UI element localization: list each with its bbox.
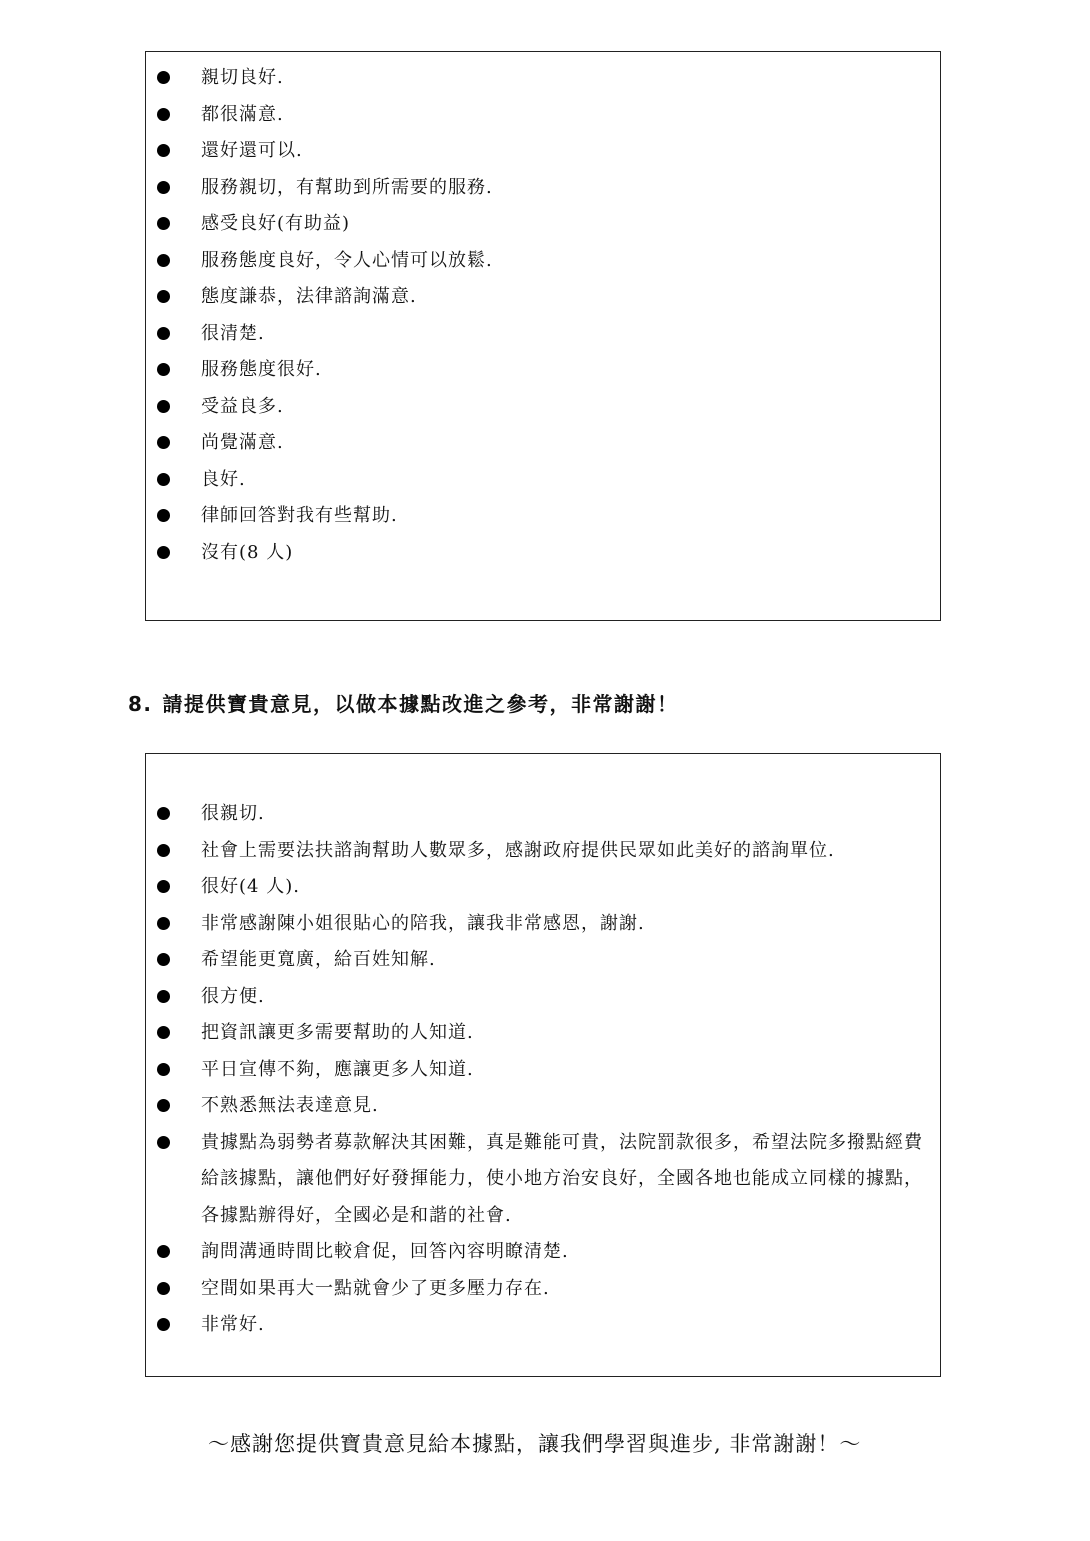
bullet-icon <box>157 290 170 303</box>
list-item: 希望能更寬廣，給百姓知解. <box>146 942 940 979</box>
bullet-icon <box>157 990 170 1003</box>
bullet-icon <box>157 71 170 84</box>
list-item: 服務態度很好. <box>146 352 940 389</box>
list-item: 尚覺滿意. <box>146 425 940 462</box>
bullet-icon <box>157 1026 170 1039</box>
list-item: 不熟悉無法表達意見. <box>146 1088 940 1125</box>
feedback-box-previous <box>145 51 941 621</box>
bullet-icon <box>157 844 170 857</box>
list-item: 律師回答對我有些幫助. <box>146 498 940 535</box>
question-number: 8. <box>128 692 153 716</box>
list-item: 服務親切，有幫助到所需要的服務. <box>146 170 940 207</box>
list-item: 還好還可以. <box>146 133 940 170</box>
list-item: 很親切. <box>146 796 940 833</box>
list-item: 非常好. <box>146 1307 940 1344</box>
list-item: 態度謙恭，法律諮詢滿意. <box>146 279 940 316</box>
list-item: 都很滿意. <box>146 97 940 134</box>
response-list <box>146 60 940 571</box>
bullet-icon <box>157 1063 170 1076</box>
list-item: 很好(4 人). <box>146 869 940 906</box>
bullet-icon <box>157 473 170 486</box>
list-item: 詢問溝通時間比較倉促，回答內容明瞭清楚. <box>146 1234 940 1271</box>
bullet-icon <box>157 880 170 893</box>
bullet-icon <box>157 953 170 966</box>
question-heading <box>128 688 679 717</box>
bullet-icon <box>157 436 170 449</box>
bullet-icon <box>157 917 170 930</box>
list-item: 沒有(8 人) <box>146 535 940 572</box>
list-item: 貴據點為弱勢者募款解決其困難，真是難能可貴，法院罰款很多，希望法院多撥點經費給該據點，讓他們好好發揮能力，使小地方治安良好，全國各地也能成立同樣的據點，各據點辦得好，全國必是和諧的社會. <box>146 1125 940 1235</box>
bullet-icon <box>157 144 170 157</box>
feedback-box-suggestions <box>145 753 941 1377</box>
list-item: 親切良好. <box>146 60 940 97</box>
bullet-icon <box>157 1136 170 1149</box>
bullet-icon <box>157 1245 170 1258</box>
bullet-icon <box>157 509 170 522</box>
closing-message: ～感謝您提供寶貴意見給本據點，讓我們學習與進步, 非常謝謝！～ <box>208 1432 862 1456</box>
list-item: 平日宣傳不夠，應讓更多人知道. <box>146 1052 940 1089</box>
list-item: 空間如果再大一點就會少了更多壓力存在. <box>146 1271 940 1308</box>
question-text: 請提供寶貴意見，以做本據點改進之參考，非常謝謝！ <box>162 692 679 716</box>
bullet-icon <box>157 546 170 559</box>
list-item: 很方便. <box>146 979 940 1016</box>
list-item: 感受良好(有助益) <box>146 206 940 243</box>
list-item: 社會上需要法扶諮詢幫助人數眾多，感謝政府提供民眾如此美好的諮詢單位. <box>146 833 940 870</box>
bullet-icon <box>157 807 170 820</box>
bullet-icon <box>157 1282 170 1295</box>
bullet-icon <box>157 1099 170 1112</box>
response-list <box>146 796 940 1344</box>
list-item: 受益良多. <box>146 389 940 426</box>
list-item: 很清楚. <box>146 316 940 353</box>
list-item: 良好. <box>146 462 940 499</box>
bullet-icon <box>157 254 170 267</box>
bullet-icon <box>157 108 170 121</box>
bullet-icon <box>157 363 170 376</box>
bullet-icon <box>157 181 170 194</box>
list-item: 把資訊讓更多需要幫助的人知道. <box>146 1015 940 1052</box>
bullet-icon <box>157 217 170 230</box>
bullet-icon <box>157 400 170 413</box>
bullet-icon <box>157 327 170 340</box>
bullet-icon <box>157 1318 170 1331</box>
list-item: 非常感謝陳小姐很貼心的陪我，讓我非常感恩，謝謝. <box>146 906 940 943</box>
list-item: 服務態度良好，令人心情可以放鬆. <box>146 243 940 280</box>
